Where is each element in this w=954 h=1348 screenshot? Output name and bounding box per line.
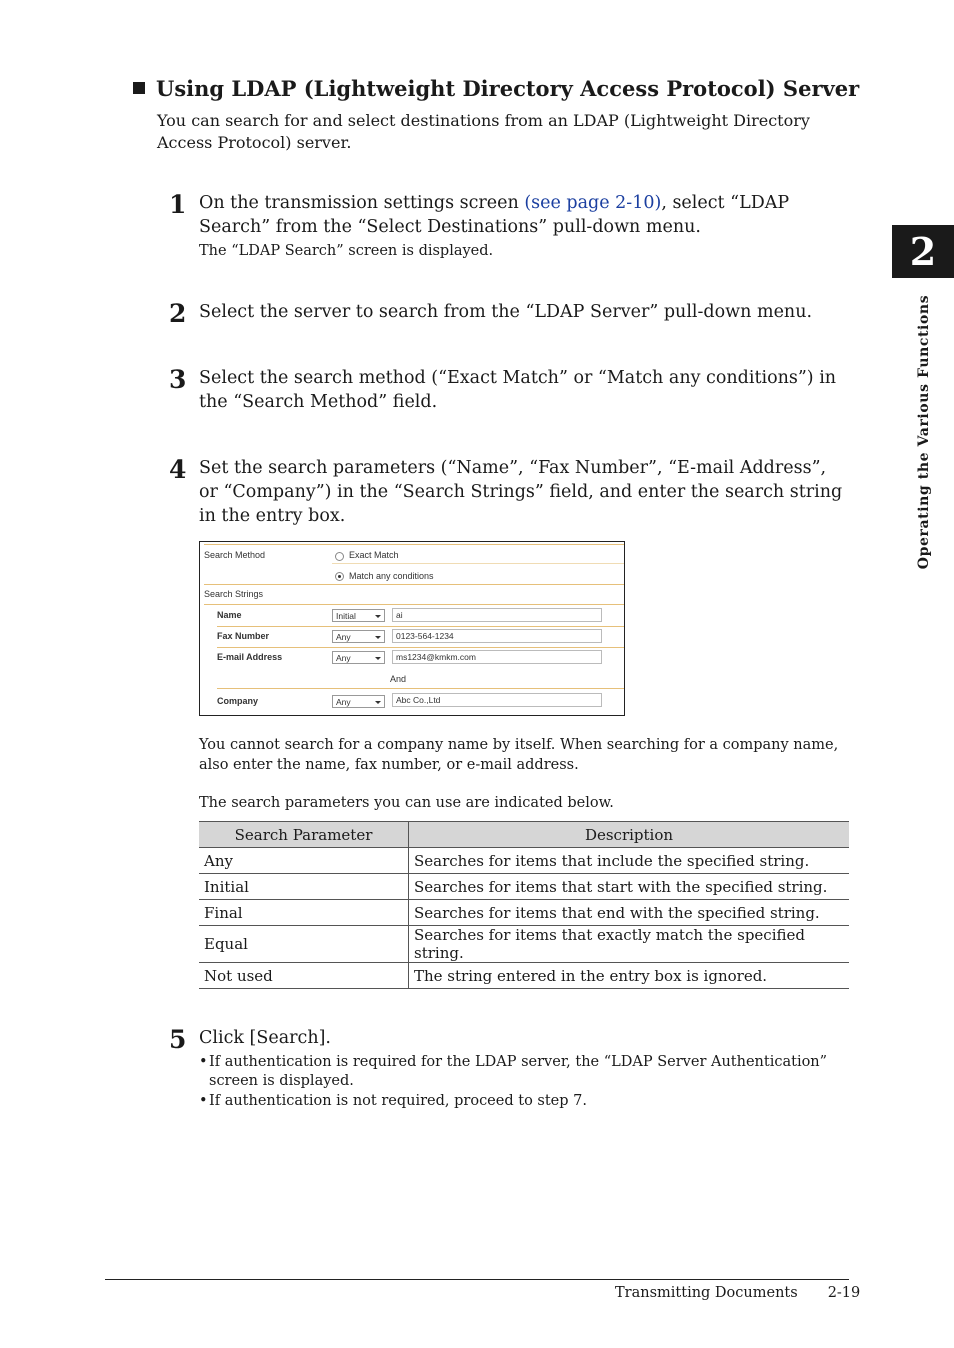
intro-paragraph: You can search for and select destinations from an LDAP (Lightweight Directory Access Protocol) server. <box>157 111 810 152</box>
description-cell: The string entered in the entry box is ignored. <box>409 963 850 989</box>
search-parameter-table <box>199 821 849 989</box>
dropdown-arrow-icon <box>375 701 381 704</box>
step-number: 5 <box>169 1025 187 1054</box>
description-cell: Searches for items that start with the specified string. <box>409 874 850 900</box>
input-value: ai <box>396 610 403 620</box>
company-search-note: You cannot search for a company name by itself. When searching for a company name, also enter the name, fax number, or e-mail address. <box>199 737 839 773</box>
step-text: Select the server to search from the “LDAP Server” pull-down menu. <box>199 302 813 322</box>
input-value: Abc Co.,Ltd <box>396 695 441 705</box>
match-any-label: Match any conditions <box>349 571 434 581</box>
name-match-select[interactable] <box>332 609 385 622</box>
table-header-row <box>199 822 849 848</box>
step-number: 3 <box>169 365 187 394</box>
fax-match-select[interactable] <box>332 630 385 643</box>
parameter-cell: Final <box>199 900 409 926</box>
fax-number-label: Fax Number <box>217 631 270 641</box>
column-header: Search Parameter <box>199 822 409 848</box>
search-method-label: Search Method <box>204 550 266 560</box>
page-footer <box>615 1285 860 1301</box>
parameters-intro-note: The search parameters you can use are indicated below. <box>199 795 614 811</box>
dropdown-arrow-icon <box>375 636 381 639</box>
table-row <box>199 848 849 874</box>
parameter-cell: Any <box>199 848 409 874</box>
email-address-label: E-mail Address <box>217 652 283 662</box>
table-row <box>199 963 849 989</box>
company-input[interactable] <box>392 693 602 707</box>
email-address-input[interactable] <box>392 650 602 664</box>
table-row <box>199 926 849 963</box>
page-number: 2-19 <box>827 1285 861 1301</box>
search-strings-label: Search Strings <box>204 589 264 599</box>
step-text <box>199 191 849 239</box>
dropdown-arrow-icon <box>375 657 381 660</box>
bullet-icon: • <box>199 1093 208 1109</box>
description-cell: Searches for items that end with the specified string. <box>409 900 850 926</box>
select-value: Any <box>336 697 351 707</box>
parameter-cell: Initial <box>199 874 409 900</box>
select-value: Any <box>336 653 351 663</box>
footer-divider <box>105 1279 849 1280</box>
parameter-cell: Equal <box>199 926 409 963</box>
input-value: 0123-564-1234 <box>396 631 454 641</box>
step-number: 4 <box>169 455 187 484</box>
page-reference-link[interactable]: (see page 2-10) <box>524 193 662 213</box>
dropdown-arrow-icon <box>375 615 381 618</box>
exact-match-label: Exact Match <box>349 550 399 560</box>
match-any-radio[interactable] <box>335 572 344 581</box>
name-label: Name <box>217 610 242 620</box>
step-text-part: On the transmission settings screen <box>199 193 525 213</box>
column-header: Description <box>409 822 850 848</box>
footer-section-title: Transmitting Documents <box>615 1285 798 1301</box>
step-note: The “LDAP Search” screen is displayed. <box>199 243 494 259</box>
step-number: 2 <box>169 299 187 328</box>
name-input[interactable] <box>392 608 602 622</box>
section-heading <box>133 76 859 101</box>
list-item <box>199 1092 849 1111</box>
chapter-side-label: Operating the Various Functions <box>916 294 932 570</box>
company-match-select[interactable] <box>332 695 385 708</box>
bullet-icon: • <box>199 1054 208 1070</box>
list-item-text: If authentication is not required, proceed to step 7. <box>209 1093 587 1109</box>
description-cell: Searches for items that exactly match the specified string. <box>409 926 850 963</box>
step-number: 1 <box>169 190 187 219</box>
list-item-text: If authentication is required for the LDAP server, the “LDAP Server Authentication” screen is displayed. <box>209 1054 828 1089</box>
description-cell: Searches for items that include the specified string. <box>409 848 850 874</box>
exact-match-radio[interactable] <box>335 552 344 561</box>
fax-number-input[interactable] <box>392 629 602 643</box>
list-item <box>199 1053 849 1091</box>
email-match-select[interactable] <box>332 651 385 664</box>
select-value: Initial <box>336 611 356 621</box>
company-label: Company <box>217 696 259 706</box>
table-row <box>199 900 849 926</box>
ldap-search-screenshot <box>199 541 625 716</box>
parameter-cell: Not used <box>199 963 409 989</box>
step-text: Set the search parameters (“Name”, “Fax Number”, “E-mail Address”, or “Company”) in the “Search Strings” field, and enter the search string in the entry box. <box>199 458 843 526</box>
chapter-tab: 2 <box>892 225 954 278</box>
select-value: Any <box>336 632 351 642</box>
step-text: Select the search method (“Exact Match” or “Match any conditions”) in the “Search Method” field. <box>199 368 837 412</box>
input-value: ms1234@kmkm.com <box>396 652 476 662</box>
step-text: Click [Search]. <box>199 1028 331 1048</box>
square-bullet-icon <box>133 82 145 94</box>
section-title: Using LDAP (Lightweight Directory Access Protocol) Server <box>156 76 860 101</box>
table-row <box>199 874 849 900</box>
and-label: And <box>390 674 407 684</box>
step-text-part: , select “LDAP Search” from the “Select Destinations” pull-down menu. <box>199 193 790 237</box>
